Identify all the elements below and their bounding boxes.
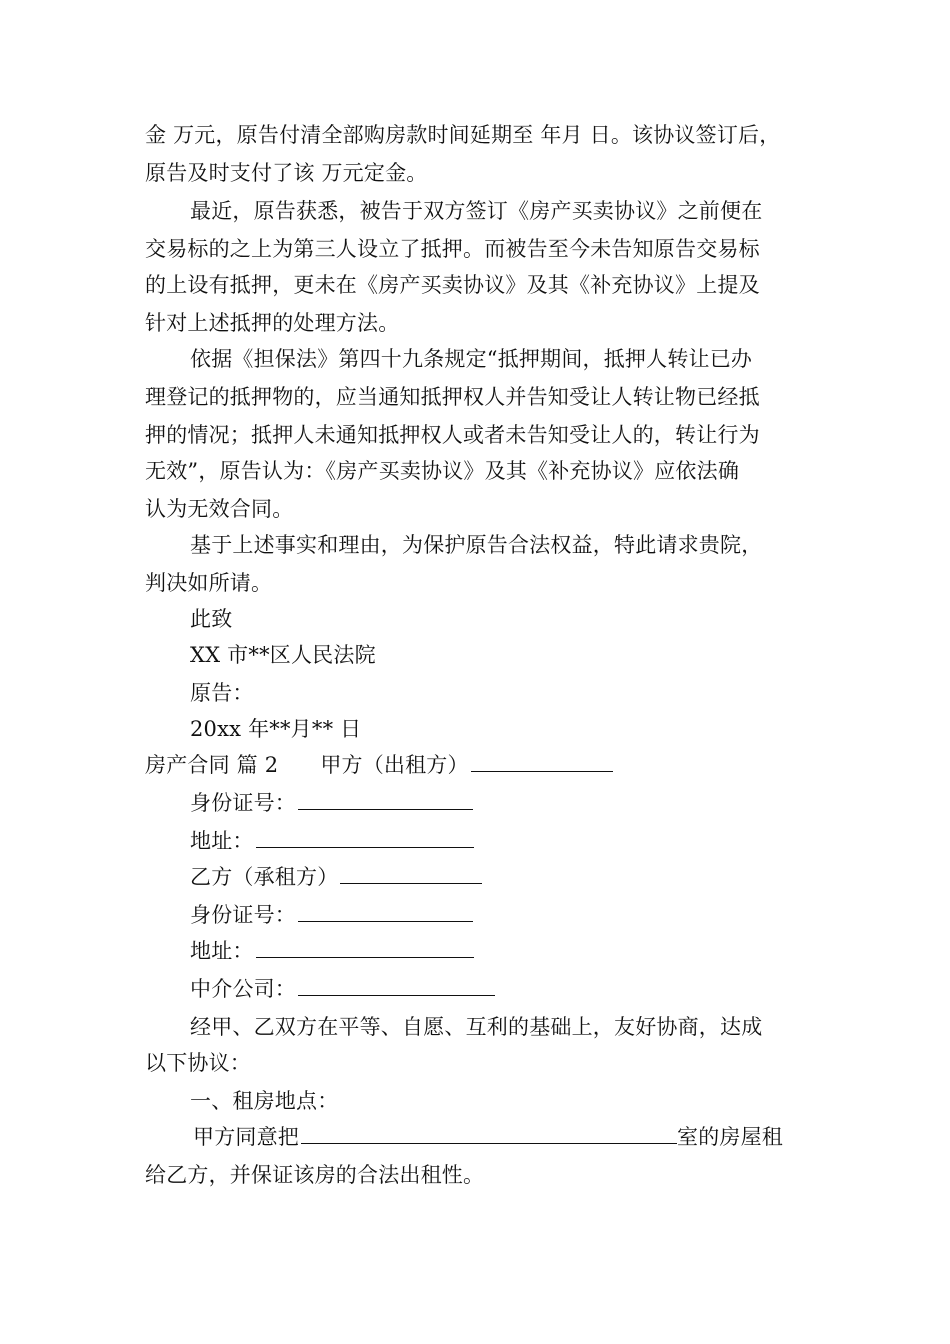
party-b-label: 乙方（承租方） — [190, 865, 339, 889]
blank-field — [471, 750, 613, 772]
form-line — [190, 974, 495, 1004]
blank-field — [256, 936, 474, 958]
blank-field — [298, 788, 473, 810]
paragraph-line: 经甲、乙双方在平等、自愿、互利的基础上，友好协商，达成 — [190, 1015, 763, 1039]
blank-field — [301, 1122, 677, 1144]
id-a-label: 身份证号： — [190, 791, 296, 815]
form-line — [190, 788, 473, 818]
paragraph-line: 金 万元，原告付清全部购房款时间延期至 年月 日。该协议签订后， — [145, 123, 781, 147]
plaintiff-label: 原告： — [190, 681, 254, 705]
id-b-label: 身份证号： — [190, 903, 296, 927]
paragraph-line: 针对上述抵押的处理方法。 — [145, 311, 400, 335]
form-line — [190, 936, 474, 966]
contract-heading-line — [145, 750, 613, 780]
address-a-label: 地址： — [190, 829, 254, 853]
paragraph-line: 押的情况；抵押人未通知抵押权人或者未告知受让人的，转让行为 — [145, 423, 760, 447]
location-prefix: 甲方同意把 — [193, 1125, 299, 1149]
paragraph-line: 原告及时支付了该 万元定金。 — [145, 161, 428, 185]
section-title: 一、租房地点： — [190, 1089, 339, 1113]
paragraph-line: 判决如所请。 — [145, 571, 273, 595]
agency-label: 中介公司： — [190, 977, 296, 1001]
paragraph-line: 最近，原告获悉，被告于双方签订《房产买卖协议》之前便在 — [190, 199, 763, 223]
paragraph-line: 依据《担保法》第四十九条规定“抵押期间，抵押人转让已办 — [190, 347, 753, 371]
address-b-label: 地址： — [190, 939, 254, 963]
blank-field — [298, 900, 473, 922]
blank-field — [340, 862, 482, 884]
form-line — [190, 900, 473, 930]
paragraph-line: 理登记的抵押物的，应当通知抵押权人并告知受让人转让物已经抵 — [145, 385, 760, 409]
location-suffix: 室的房屋租 — [677, 1125, 783, 1149]
form-line — [190, 862, 482, 892]
court-name: XX 市**区人民法院 — [190, 643, 376, 667]
date-line: 20xx 年**月** 日 — [190, 717, 362, 741]
party-a-label: 甲方（出租方） — [320, 753, 469, 777]
form-line — [190, 826, 474, 856]
form-line — [193, 1122, 783, 1152]
paragraph-line: 以下协议： — [145, 1051, 251, 1075]
paragraph-line: 的上设有抵押，更未在《房产买卖协议》及其《补充协议》上提及 — [145, 273, 760, 297]
paragraph-line: 无效”，原告认为：《房产买卖协议》及其《补充协议》应依法确 — [145, 459, 740, 483]
salutation: 此致 — [190, 607, 233, 631]
blank-field — [298, 974, 495, 996]
blank-field — [256, 826, 474, 848]
paragraph-line: 给乙方，并保证该房的合法出租性。 — [145, 1163, 485, 1187]
paragraph-line: 交易标的之上为第三人设立了抵押。而被告至今未告知原告交易标 — [145, 237, 760, 261]
paragraph-line: 基于上述事实和理由，为保护原告合法权益，特此请求贵院， — [190, 533, 763, 557]
section-heading: 房产合同 篇 2 — [145, 753, 279, 777]
paragraph-line: 认为无效合同。 — [145, 497, 294, 521]
